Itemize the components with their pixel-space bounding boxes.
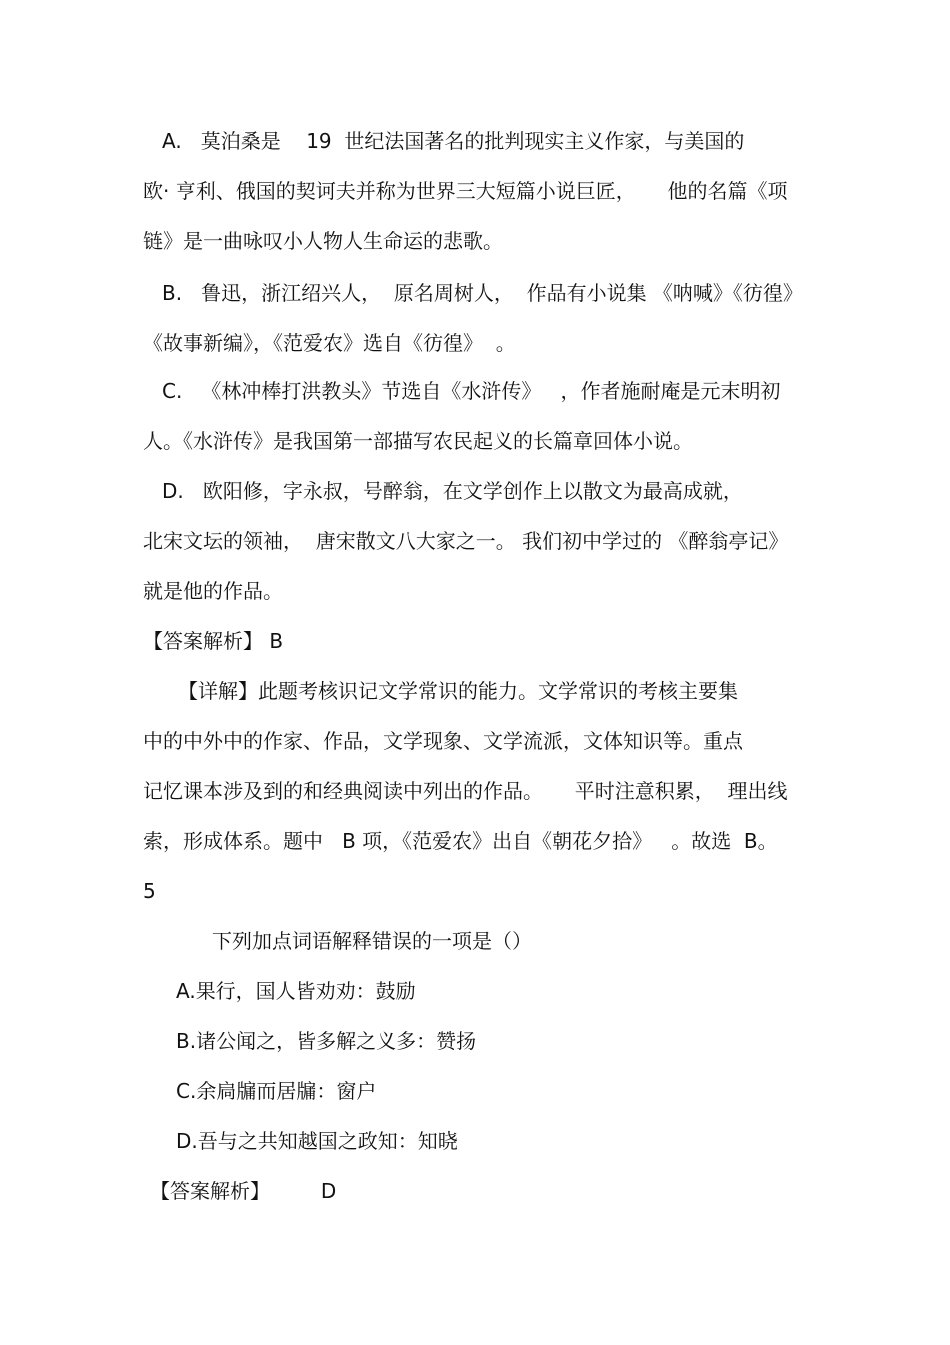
text-line: 《故事新编》，《范爱农》选自《彷徨》 。 — [143, 331, 516, 355]
text-line: 【详解】此题考核识记文学常识的能力。文学常识的考核主要集 — [178, 679, 738, 703]
text-line: 索，形成体系。题中 B 项，《范爱农》出自《朝花夕拾》 。故选 B。 — [143, 829, 778, 853]
text-line: D. 欧阳修，字永叔，号醉翁，在文学创作上以散文为最高成就， — [162, 479, 743, 503]
q5-option-b: B.诸公闻之，皆多解之义多：赞扬 — [176, 1029, 477, 1053]
q5-option-a: A.果行，国人皆劝劝：鼓励 — [176, 979, 416, 1003]
text-line: 链》是一曲咏叹小人物人生命运的悲歌。 — [143, 229, 503, 253]
q5-answer: 【答案解析】 D — [150, 1179, 337, 1203]
q5-option-d: D.吾与之共知越国之政知：知晓 — [176, 1129, 458, 1153]
text-line: 北宋文坛的领袖， 唐宋散文八大家之一。 我们初中学过的 《醉翁亭记》 — [143, 529, 789, 553]
q5-question: 下列加点词语解释错误的一项是（） — [212, 929, 532, 953]
text-line: A. 莫泊桑是 19 世纪法国著名的批判现实主义作家，与美国的 — [162, 129, 745, 153]
text-line: B. 鲁迅，浙江绍兴人， 原名周树人， 作品有小说集 《呐喊》《彷徨》 — [162, 281, 803, 305]
text-line: 人。《水浒传》是我国第一部描写农民起义的长篇章回体小说。 — [143, 429, 693, 453]
text-line: 中的中外中的作家、作品，文学现象、文学流派，文体知识等。重点 — [143, 729, 743, 753]
text-line: C. 《林冲棒打洪教头》节选自《水浒传》 ，作者施耐庵是元末明初 — [162, 379, 781, 403]
question-number: 5 — [143, 879, 156, 903]
q4-answer: 【答案解析】 B — [143, 629, 284, 653]
q5-option-c: C.余扃牖而居牖：窗户 — [176, 1079, 377, 1103]
text-line: 记忆课本涉及到的和经典阅读中列出的作品。 平时注意积累， 理出线 — [143, 779, 788, 803]
text-line: 欧· 亨利、俄国的契诃夫并称为世界三大短篇小说巨匠， 他的名篇《项 — [143, 179, 788, 203]
text-line: 就是他的作品。 — [143, 579, 283, 603]
